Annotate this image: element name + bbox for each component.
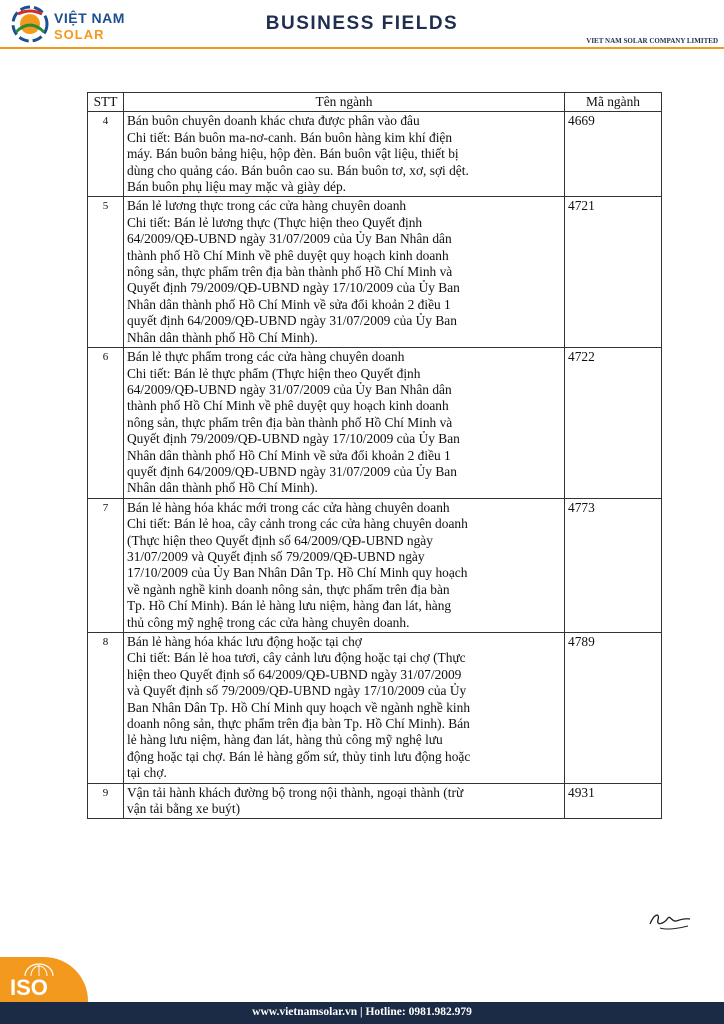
row-stt: 4 bbox=[88, 112, 124, 197]
table-row bbox=[88, 197, 662, 348]
field-name-line: lẻ hàng lưu niệm, hàng đan lát, hàng thủ công mỹ nghệ lưu bbox=[127, 732, 443, 748]
footer-contact: www.vietnamsolar.vn | Hotline: 0981.982.979 bbox=[252, 1006, 472, 1018]
field-name-line: Chi tiết: Bán lẻ hoa tươi, cây cảnh lưu động hoặc tại chợ (Thực bbox=[127, 650, 466, 666]
table-row bbox=[88, 348, 662, 499]
field-name-line: (Thực hiện theo Quyết định số 64/2009/QĐ-UBND ngày bbox=[127, 532, 433, 548]
field-name-line: quyết định 64/2009/QĐ-UBND ngày 31/07/2009 của Ủy Ban bbox=[127, 313, 457, 329]
field-name-line: động hoặc tại chợ. Bán lẻ hàng gốm sứ, thủy tinh lưu động hoặc bbox=[127, 748, 471, 764]
company-name: VIET NAM SOLAR COMPANY LIMITED bbox=[586, 37, 718, 45]
header-divider bbox=[0, 47, 724, 49]
field-name-line: máy. Bán buôn bảng hiệu, hộp đèn. Bán buôn vật liệu, thiết bị bbox=[127, 146, 459, 162]
field-name-line: dùng cho quảng cáo. Bán buôn cao su. Bán buôn tơ, xơ, sợi dệt. bbox=[127, 162, 469, 178]
row-stt: 7 bbox=[88, 498, 124, 632]
row-field-name bbox=[124, 783, 565, 819]
table-row bbox=[88, 783, 662, 819]
field-name-line: Ban Nhân Dân Tp. Hồ Chí Minh quy hoạch về ngành nghề kinh bbox=[127, 699, 471, 715]
field-name-line: và Quyết định số 79/2009/QĐ-UBND ngày 17/10/2009 của Ủy bbox=[127, 683, 467, 699]
field-name-line: 64/2009/QĐ-UBND ngày 31/07/2009 của Ủy Ban Nhân dân bbox=[127, 381, 452, 397]
page-footer bbox=[0, 1002, 724, 1024]
table-body bbox=[88, 112, 662, 819]
field-name-line: Bán lẻ hàng hóa khác mới trong các cửa hàng chuyên doanh bbox=[127, 499, 450, 515]
field-name-line: thành phố Hồ Chí Minh về phê duyệt quy hoạch kinh doanh bbox=[127, 398, 449, 414]
field-name-line: nông sản, thực phẩm trên địa bàn thành phố Hồ Chí Minh và bbox=[127, 414, 453, 430]
field-name-line: Bán lẻ hàng hóa khác lưu động hoặc tại chợ bbox=[127, 634, 362, 649]
table-row bbox=[88, 112, 662, 197]
field-name-line: Quyết định 79/2009/QĐ-UBND ngày 17/10/2009 của Ủy Ban bbox=[127, 431, 460, 447]
field-name-line: Chi tiết: Bán lẻ hoa, cây cảnh trong các cửa hàng chuyên doanh bbox=[127, 516, 468, 532]
field-name-line: thủ công mỹ nghệ trong các cửa hàng chuyên doanh. bbox=[127, 614, 410, 630]
row-field-code: 4721 bbox=[565, 197, 662, 348]
header-field-code: Mã ngành bbox=[565, 93, 662, 112]
row-field-code: 4789 bbox=[565, 633, 662, 784]
field-name-line: Bán lẻ thực phẩm trong các cửa hàng chuyên doanh bbox=[127, 349, 405, 365]
field-name-line: doanh nông sản, thực phẩm trên địa bàn Tp. Hồ Chí Minh). Bán bbox=[127, 716, 470, 732]
table-row bbox=[88, 498, 662, 632]
field-name-line: vận tải bằng xe buýt) bbox=[127, 801, 241, 817]
row-field-code: 4931 bbox=[565, 783, 662, 819]
field-name-line: thành phố Hồ Chí Minh về phê duyệt quy hoạch kinh doanh bbox=[127, 247, 449, 263]
field-name-line: tại chợ. bbox=[127, 765, 167, 781]
field-name-line: Chi tiết: Bán buôn ma-nơ-canh. Bán buôn hàng kim khí điện bbox=[127, 129, 453, 145]
field-name-line: Nhân dân thành phố Hồ Chí Minh). bbox=[127, 329, 318, 345]
field-name-line: Chi tiết: Bán lẻ thực phẩm (Thực hiện theo Quyết định bbox=[127, 365, 421, 381]
document-title: BUSINESS FIELDS bbox=[265, 13, 459, 34]
field-name-line: Nhân dân thành phố Hồ Chí Minh về sửa đổi khoản 2 điều 1 bbox=[127, 447, 451, 463]
field-name-line: Bán lẻ lương thực trong các cửa hàng chuyên doanh bbox=[127, 198, 407, 214]
row-stt: 6 bbox=[88, 348, 124, 499]
field-name-line: Quyết định 79/2009/QĐ-UBND ngày 17/10/2009 của Ủy Ban bbox=[127, 280, 460, 296]
field-name-line: Chi tiết: Bán lẻ lương thực (Thực hiện theo Quyết định bbox=[127, 214, 423, 230]
row-stt: 8 bbox=[88, 633, 124, 784]
row-field-name bbox=[124, 197, 565, 348]
row-field-name bbox=[124, 633, 565, 784]
field-name-line: 17/10/2009 của Ủy Ban Nhân Dân Tp. Hồ Chí Minh quy hoạch bbox=[127, 565, 468, 581]
field-name-line: quyết định 64/2009/QĐ-UBND ngày 31/07/2009 của Ủy Ban bbox=[127, 463, 457, 479]
table-row bbox=[88, 633, 662, 784]
field-name-line: nông sản, thực phẩm trên địa bàn thành phố Hồ Chí Minh và bbox=[127, 264, 453, 280]
iso-label: ISO bbox=[10, 975, 48, 1000]
row-field-name bbox=[124, 498, 565, 632]
logo-text-vietnam: VIỆT NAM bbox=[54, 10, 125, 26]
field-name-line: Bán buôn chuyên doanh khác chưa được phân vào đâu bbox=[127, 113, 420, 129]
field-name-line: 64/2009/QĐ-UBND ngày 31/07/2009 của Ủy Ban Nhân dân bbox=[127, 231, 452, 247]
field-name-line: hiện theo Quyết định số 64/2009/QĐ-UBND ngày 31/07/2009 bbox=[127, 666, 462, 682]
field-name-line: về ngành nghề kinh doanh nông sản, thực phẩm trên địa bàn bbox=[127, 581, 450, 597]
field-name-line: Bán buôn phụ liệu may mặc và giày dép. bbox=[127, 179, 347, 195]
row-field-code: 4669 bbox=[565, 112, 662, 197]
page-header bbox=[0, 0, 724, 48]
business-fields-table bbox=[87, 92, 662, 819]
handwritten-signature bbox=[646, 906, 692, 934]
header-stt: STT bbox=[88, 93, 124, 112]
field-name-line: Nhân dân thành phố Hồ Chí Minh về sửa đổi khoản 2 điều 1 bbox=[127, 296, 451, 312]
field-name-line: Vận tải hành khách đường bộ trong nội thành, ngoại thành (trừ bbox=[127, 784, 464, 800]
row-field-name bbox=[124, 348, 565, 499]
row-field-code: 4773 bbox=[565, 498, 662, 632]
header-field-name: Tên ngành bbox=[124, 93, 565, 112]
row-field-name bbox=[124, 112, 565, 197]
table-header-row bbox=[88, 93, 662, 112]
logo-text-solar: SOLAR bbox=[54, 27, 105, 42]
row-stt: 9 bbox=[88, 783, 124, 819]
field-name-line: Nhân dân thành phố Hồ Chí Minh). bbox=[127, 480, 318, 496]
field-name-line: 31/07/2009 và Quyết định số 79/2009/QĐ-UBND ngày bbox=[127, 548, 425, 564]
field-name-line: Tp. Hồ Chí Minh). Bán lẻ hàng lưu niệm, hàng đan lát, hàng bbox=[127, 598, 452, 614]
row-stt: 5 bbox=[88, 197, 124, 348]
row-field-code: 4722 bbox=[565, 348, 662, 499]
